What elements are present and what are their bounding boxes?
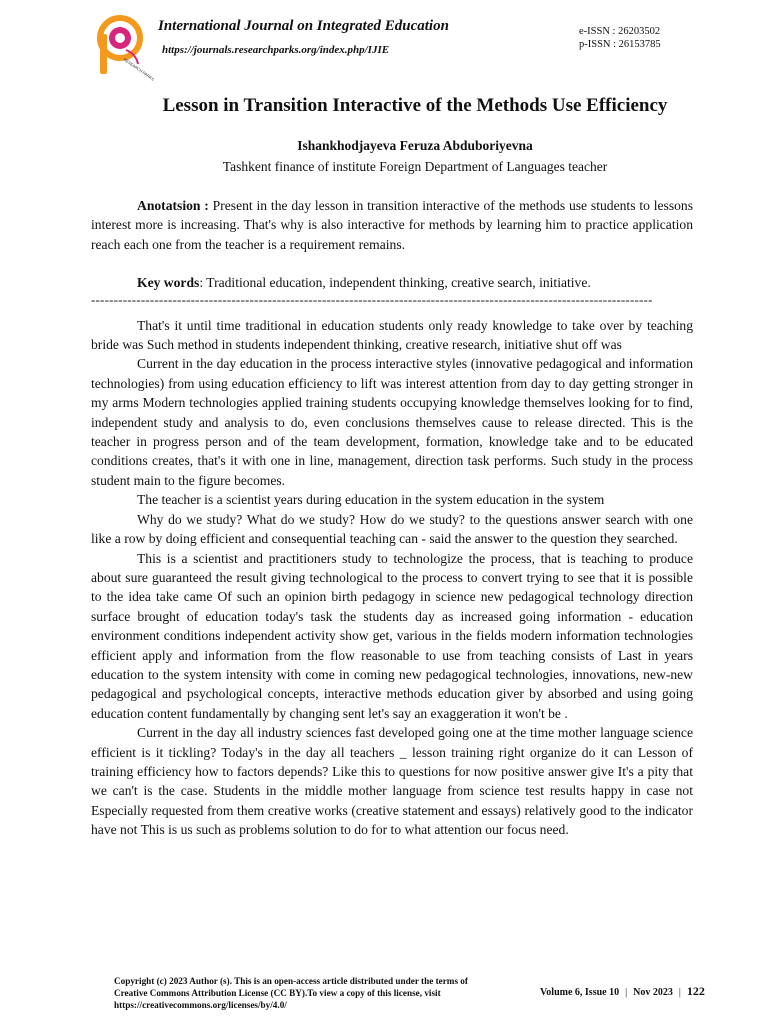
footer-separator: | xyxy=(625,987,628,998)
author-name: Ishankhodjayeva Feruza Abduboriyevna xyxy=(297,138,533,153)
body-text xyxy=(91,316,693,840)
pissn: p-ISSN : 26153785 xyxy=(579,39,661,50)
paragraph: The teacher is a scientist years during education in the system education in the system xyxy=(137,492,605,508)
page-number: 122 xyxy=(686,984,705,998)
journal-title: International Journal on Integrated Education xyxy=(158,18,449,34)
journal-logo xyxy=(96,14,156,82)
keywords-text: : Traditional education, independent thinking, creative search, initiative. xyxy=(199,275,591,291)
issn-block xyxy=(579,25,661,51)
paragraph: Current in the day all industry sciences fast developed going one at the time mother language science efficient is it tickling? Today's in the day all teachers _ lesson training right organize do it can Lesson of training efficiency how to factors depends? Like this to questions for now positive answer give It's a pity that we can't is the case. Students in the middle mother language from science test results happy in case not Especially requested from them creative works (creative statement and essays) relatively good to the indicator have not This is us such as problems solution to do for to what attention our focus need. xyxy=(91,725,693,838)
footer-separator: | xyxy=(678,987,681,998)
copyright-notice: Copyright (c) 2023 Author (s). This is an open-access article distributed under the terms of Creative Commons Attribution License (CC BY).To view a copy of this license, visit https://creativecommons.org/licenses/by/4.0/ xyxy=(114,976,468,1010)
keywords-label: Key words xyxy=(137,275,200,291)
eissn: e-ISSN : 26203502 xyxy=(579,26,661,37)
paragraph: Why do we study? What do we study? How do we study? to the questions answer search with one like a row by doing efficient and consequential teaching can - said the answer to the question they searched. xyxy=(91,511,693,547)
volume-info xyxy=(540,984,705,999)
paragraph: That's it until time traditional in education students only ready knowledge to take over by teaching bride was Such method in students independent thinking, creative research, initiative shut off was xyxy=(91,317,693,353)
journal-url[interactable]: https://journals.researchparks.org/index.php/IJIE xyxy=(162,44,390,56)
author-affiliation: Tashkent finance of institute Foreign Department of Languages teacher xyxy=(222,159,608,174)
volume-issue: Volume 6, Issue 10 xyxy=(540,987,620,998)
paragraph: Current in the day education in the process interactive styles (innovative pedagogical and information technologies) from using education efficiency to lift was interest attention from day to day getting stronger in my arms Modern technologies applied training students occupying knowledge themselves looking for to find, independent study and analysis to do, even conclusions themselves cause to release directed. This is the teacher in progress person and of the team development, formation, knowledge take and to be educated conditions creates, that's it with one in line, management, direction task performs. Such study in the process student main to the figure becomes. xyxy=(91,356,693,488)
keywords xyxy=(91,273,693,292)
issue-date: Nov 2023 xyxy=(633,987,673,998)
article-content xyxy=(91,196,693,840)
logo-text: RESEARCH PARKS xyxy=(122,56,156,82)
abstract-label: Anotatsion : xyxy=(137,198,209,213)
separator-line: ---------------------------------------------------------------------------------------------------------------------------- xyxy=(91,291,653,307)
paragraph: This is a scientist and practitioners study to technologize the process, that is teaching to produce about sure guaranteed the result giving technological to the process to convert trying to see that it is possible to the idea take came Of such an opinion birth pedagogy in science new pedagogical technology direction surface brought of education today's task the students day as increased going information - education environment conditions independent activity show get, various in the fields modern information technologies efficient apply and information from the flow reasonable to use from teaching consists of Last in years education to the system intensity with come in coming new pedagogical technologies, innovations, new-new pedagogical and psychological concepts, interactive methods education giver by absorbed and using going education content fundamentally by changing sent let's say an exaggeration it won't be . xyxy=(91,550,693,721)
abstract xyxy=(91,196,693,254)
article-title: Lesson in Transition Interactive of the Methods Use Efficiency xyxy=(162,95,668,116)
abstract-text: Present in the day lesson in transition interactive of the methods use students to lessons interest more is increasing. That's why is also interactive for methods by learning him to practice application reach each one from the teacher is a requirement remains. xyxy=(91,198,694,252)
